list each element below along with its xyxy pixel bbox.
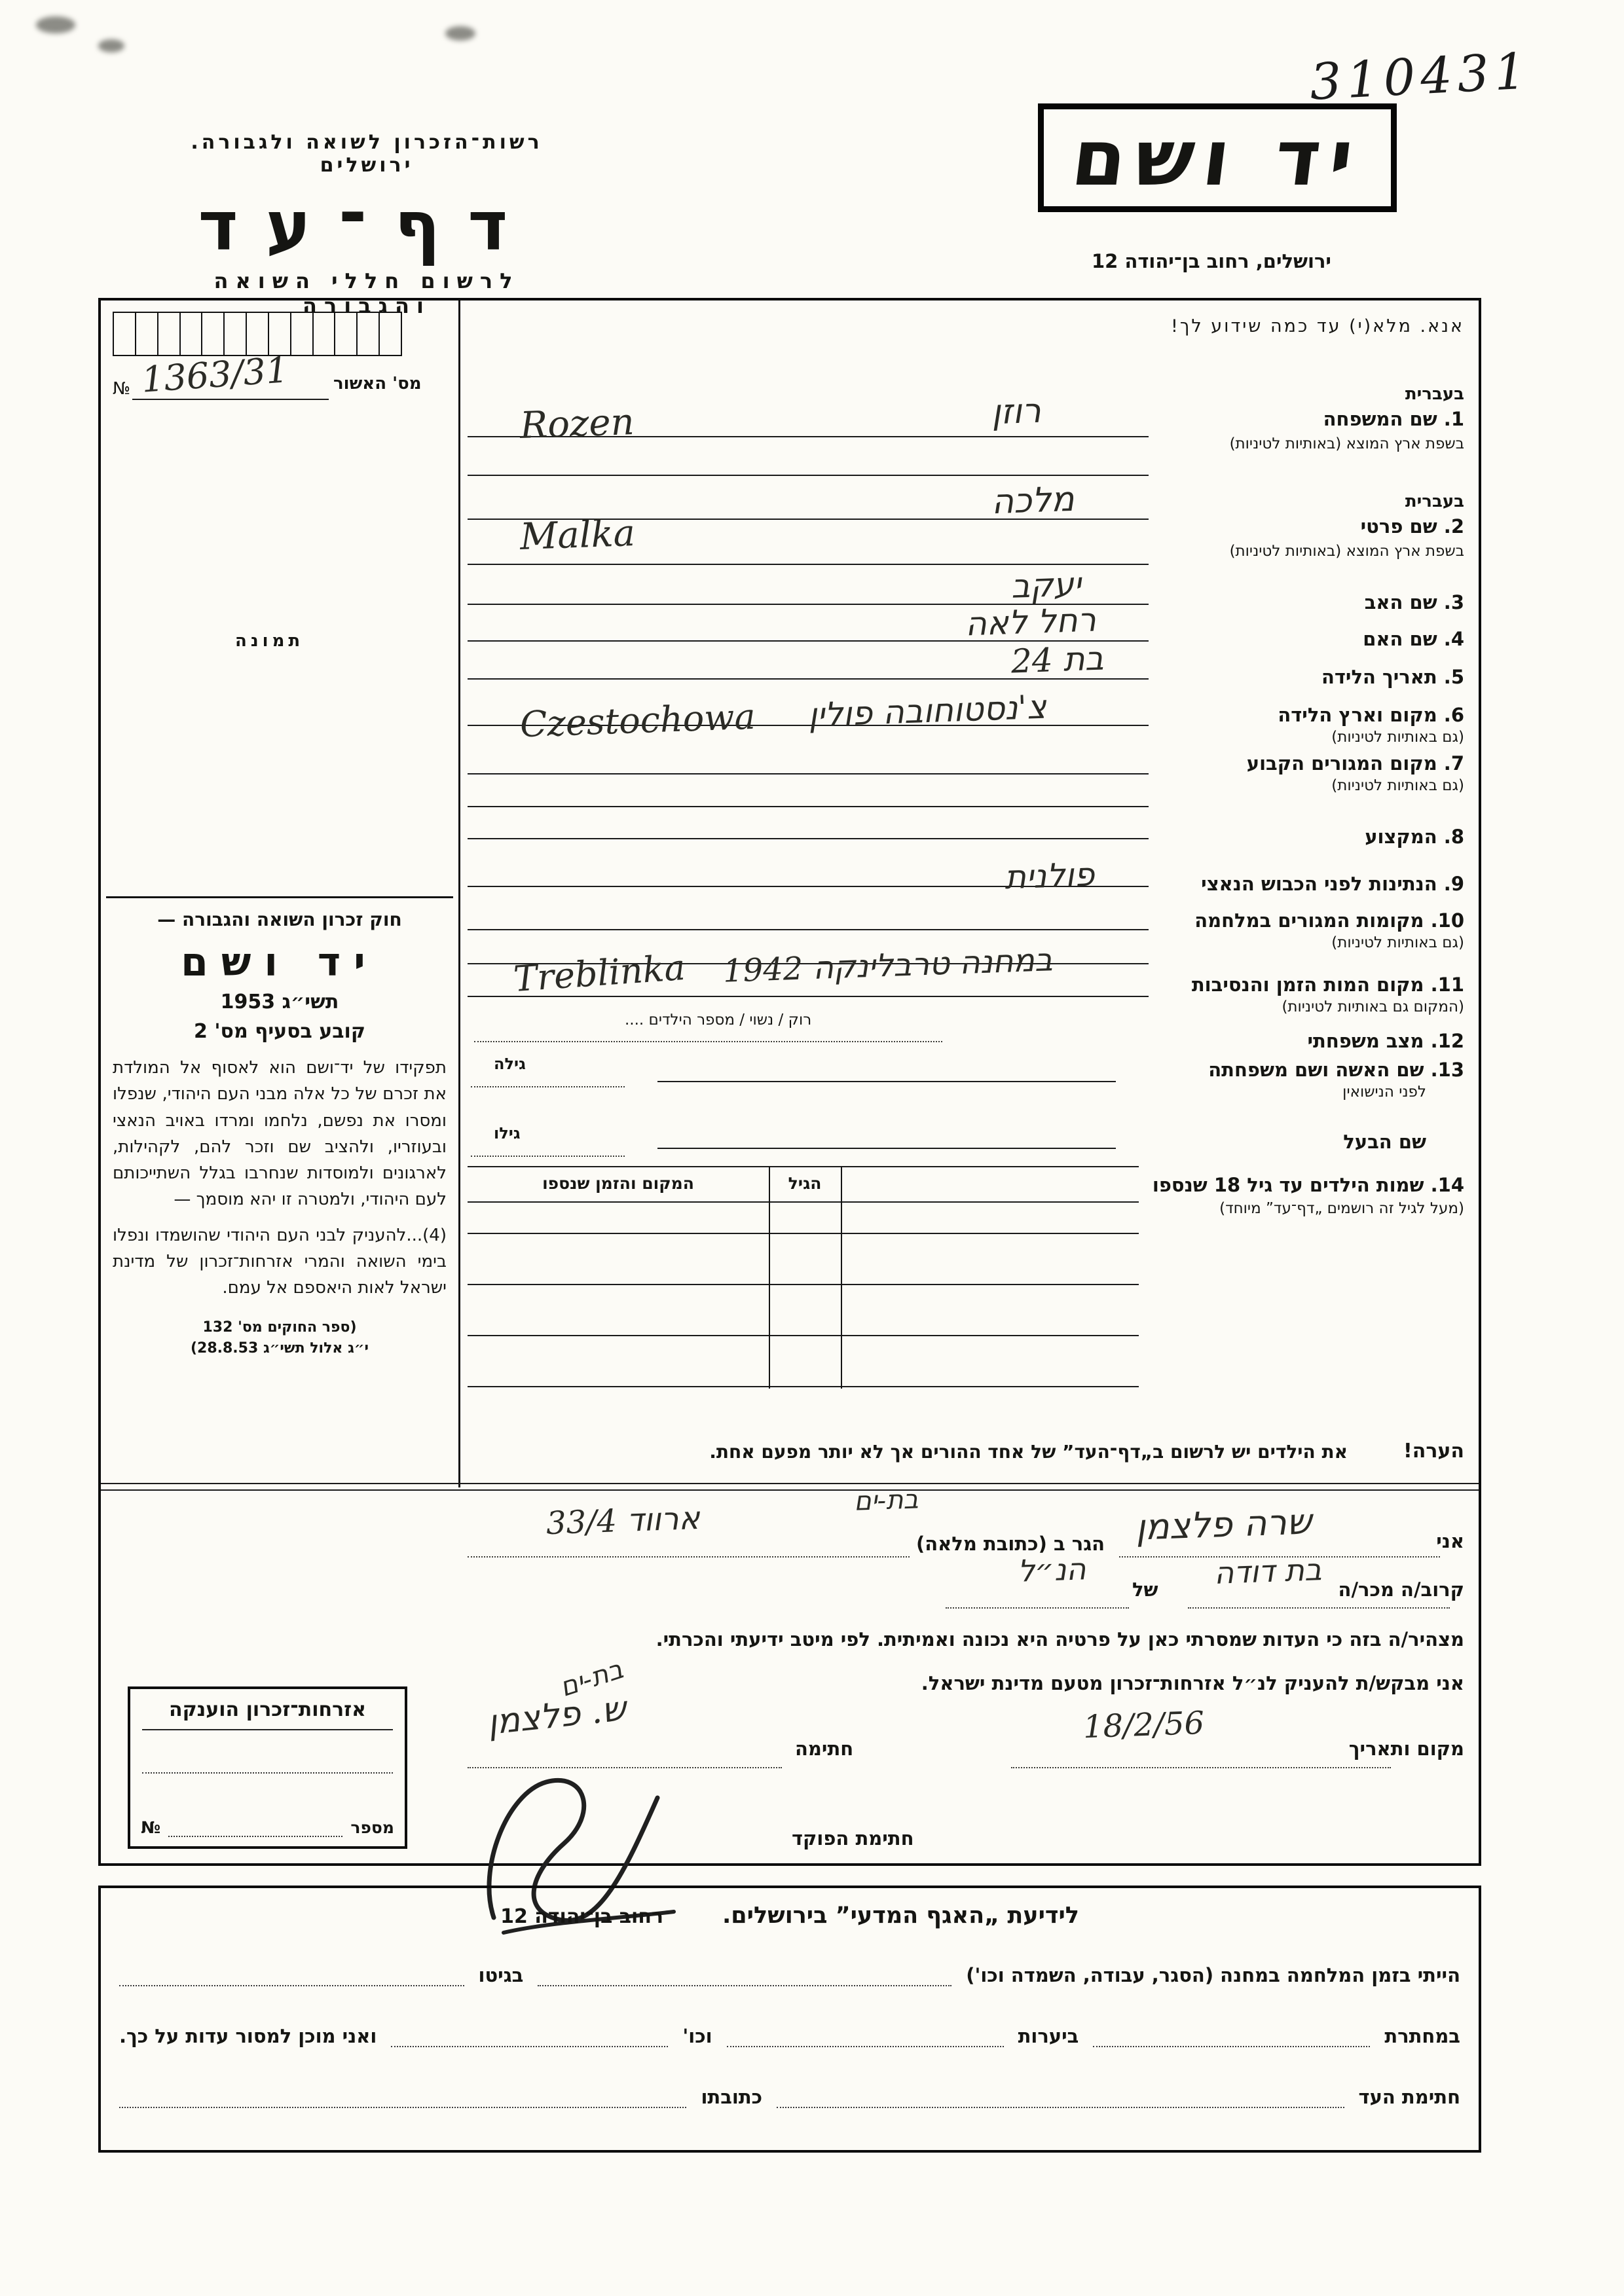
witness-signature-label: חתימת העד — [1358, 2086, 1460, 2108]
law-footnote-2: י״ג אלול תשי״ג 28.8.53) — [190, 1339, 369, 1357]
field-14-sublabel: (מעל לגיל זה רושמים „דף־עד” מיוחד) — [1219, 1200, 1464, 1217]
dotted-line — [1188, 1607, 1450, 1609]
field-6-label: 6. מקום וארץ הלידה — [1278, 704, 1464, 726]
serial-cell — [290, 313, 312, 355]
fill-instruction: אנא. מלא(י) עד כמה שידוע לך! — [1171, 316, 1464, 337]
field-8-label: 8. המקצוע — [1365, 826, 1464, 848]
photo-label: תמונה — [235, 631, 304, 651]
relative-label: קרוב/ה מכר/ה — [1338, 1578, 1464, 1601]
official-signature-label: חתימת הפוקד — [792, 1827, 914, 1850]
husband-age-label: גילו — [494, 1124, 521, 1142]
underground-label: במחתרת — [1384, 2025, 1460, 2047]
field-11-value-hebrew: במחנה טרבלינקה 1942 — [722, 941, 1054, 990]
field-11-sublabel: (המקום גם באותיות לטיניות) — [1282, 998, 1464, 1015]
resides-label: הגר ב (כתובת מלאה) — [916, 1533, 1105, 1555]
table-line — [468, 1335, 1139, 1336]
field-6-sublabel: (גם באותיות לטיניות) — [1331, 729, 1464, 746]
citizenship-number-label: מספר — [350, 1818, 394, 1837]
serial-cell — [223, 313, 246, 355]
field-6-value-hebrew: צ'נסטוחובה פולין — [807, 687, 1047, 735]
table-top-line — [468, 1166, 1139, 1167]
statement-text: מצהיר/ה בזה כי העדות שמסרתי כאן על פרטיה היא נכונה ואמיתית. לפי מיטב ידיעתי והכרתי. — [655, 1628, 1464, 1650]
field-2-value-hebrew: מלכה — [990, 479, 1075, 522]
file-number-handwritten: 310431 — [1308, 41, 1533, 111]
declarant-city-handwritten: בת-ים — [853, 1484, 919, 1517]
witness-address-label: כתובתו — [701, 2086, 763, 2108]
request-text: אני מבקש/ת להעניק לנ״ל אזרחות־זכרון מטעם מדינת ישראל. — [921, 1672, 1464, 1694]
husband-label: שם הבעל — [1343, 1131, 1426, 1153]
serial-cell — [312, 313, 335, 355]
field-4-value: רחל לאה — [965, 600, 1097, 644]
dotted-line — [468, 1556, 910, 1558]
serial-cell — [378, 313, 401, 355]
field-1-value-hebrew: רוזן — [990, 391, 1042, 433]
law-footnote-1: (ספר החוקים מס' 132 — [202, 1319, 357, 1336]
double-rule — [101, 1489, 1479, 1491]
law-name: יד ושם — [181, 939, 378, 985]
yad-vashem-logo-text: יד ושם — [1067, 113, 1368, 203]
dotted-line — [727, 2022, 1004, 2047]
law-block — [106, 896, 453, 1358]
form-title: דף־עד — [198, 186, 536, 266]
serial-cell — [114, 313, 135, 355]
citizenship-box — [128, 1686, 407, 1849]
dotted-line — [538, 1961, 951, 1986]
serial-cell — [246, 313, 268, 355]
field-6-value-latin: Czestochowa — [519, 695, 756, 746]
authority-line: רשות־הזכרון לשואה ולגבורה. ירושלים — [191, 131, 543, 177]
scan-smudge — [36, 16, 75, 33]
place-handwritten: בת-ים — [556, 1654, 627, 1704]
logo-address: ירושלים, רחוב בן־יהודה 12 — [1092, 250, 1331, 272]
forests-label: ביערות — [1018, 2025, 1079, 2047]
column-divider — [458, 301, 460, 1487]
approval-number-handwritten: 1363/31 — [140, 349, 290, 401]
law-year: תשי״ג 1953 — [220, 991, 339, 1013]
field-9-value: פולנית — [1004, 855, 1096, 897]
approval-label: מס' האשור — [333, 374, 422, 393]
field-5-label: 5. תאריך הלידה — [1321, 666, 1464, 688]
serial-grid — [113, 312, 402, 356]
field-3-value: יעקב — [1010, 565, 1082, 606]
serial-cell — [157, 313, 179, 355]
dotted-line — [1011, 1767, 1391, 1768]
page-header — [154, 131, 580, 318]
citizenship-number-row — [141, 1816, 394, 1837]
scientific-branch-title-row — [101, 1903, 1479, 1929]
wife-age-label: גילה — [494, 1055, 526, 1073]
witness-signature-handwritten: ש. פלצמן — [485, 1689, 628, 1743]
war-location-row-2 — [119, 2022, 1460, 2047]
scan-smudge — [98, 39, 124, 52]
law-paragraph-1: תפקידו של יד־ושם הוא לאסוף אל המולדת את זכרם של כל אלה מבני העם היהודי, שנפלו ומסרו את נפשם, נלחמו ומרדו באויב הנאצי ובעוזריו, ולהציב שם וזכר להם, לקהילות, לארגונים ולמוסדות שנחרבו בגלל השתייכותם לעם היהודי, ולמטרה זו יהא מוסמך — — [113, 1058, 447, 1210]
ruled-line — [468, 564, 1149, 565]
field-13-sublabel: לפני הנישואין — [1342, 1084, 1426, 1101]
serial-cell — [135, 313, 157, 355]
law-paragraph-2: (4)...להעניק לבני העם היהודי שהושמדו ונפלו בימי השואה והמרי אזרחות־זכרון של מדינת ישראל לאות היאספם אל עמם. — [113, 1225, 447, 1298]
field-1-label: 1. שם המשפחה — [1323, 408, 1464, 430]
dotted-line — [471, 1086, 625, 1087]
ready-to-testify-label: ואני מוכן למסור עדות על כך. — [119, 2025, 377, 2047]
serial-cell — [334, 313, 356, 355]
dotted-line — [777, 2083, 1344, 2108]
citizenship-box-title: אזרחות־זכרון הוענקה — [168, 1698, 367, 1721]
field-12-label: 12. מצב משפחתי — [1307, 1030, 1464, 1052]
serial-cell — [201, 313, 223, 355]
double-rule — [101, 1483, 1479, 1484]
ruled-line — [468, 996, 1149, 997]
scientific-branch-address: רחוב בן־יהודה 12 — [500, 1905, 664, 1928]
field-1-value-latin: Rozen — [519, 400, 635, 448]
field-1-sublabel: בשפת ארץ המוצא (באותיות לטיניות) — [1229, 435, 1464, 452]
note-bold: הערה! — [1403, 1440, 1464, 1463]
of-whom-handwritten: הנ״ל — [1017, 1551, 1087, 1589]
children-place-header: המקום והזמן שנספו — [542, 1174, 694, 1193]
dotted-line — [471, 1156, 625, 1157]
ruled-line — [468, 773, 1149, 774]
table-line — [468, 1284, 1139, 1285]
serial-cell — [356, 313, 378, 355]
serial-cell — [179, 313, 202, 355]
declarant-i-label: אני — [1436, 1530, 1464, 1552]
of-label: של — [1132, 1578, 1158, 1601]
table-column-line — [841, 1166, 842, 1389]
camp-label: הייתי בזמן המלחמה במחנה (הסגר, עבודה, השמדה וכו') — [966, 1964, 1460, 1986]
field-7-label: 7. מקום המגורים הקבוע — [1246, 752, 1464, 774]
relation-handwritten: בת דודה — [1213, 1552, 1323, 1591]
field-14-label: 14. שמות הילדים עד גיל 18 שנספו — [1152, 1174, 1464, 1196]
ruled-line — [468, 806, 1149, 807]
dotted-line — [1093, 2022, 1370, 2047]
table-line — [468, 1201, 1139, 1203]
main-form — [98, 298, 1481, 1866]
dotted-line — [474, 1041, 942, 1042]
field-2-value-latin: Malka — [519, 511, 637, 559]
dotted-line — [119, 1961, 464, 1986]
field-3-label: 3. שם האב — [1364, 591, 1464, 613]
ruled-line — [657, 1081, 1116, 1082]
field-2-label: 2. שם פרטי — [1360, 515, 1464, 538]
war-location-row — [119, 1961, 1460, 1986]
field-11-label: 11. מקום המות הזמן והנסיבות — [1191, 974, 1464, 996]
place-date-label: מקום ותאריך — [1348, 1738, 1464, 1760]
approval-no-symbol: № — [113, 379, 131, 399]
field-7-sublabel: (גם באותיות לטיניות) — [1331, 777, 1464, 794]
dotted-line — [168, 1816, 342, 1837]
declarant-name-handwritten: שרה פלצמן — [1134, 1501, 1313, 1548]
ruled-line — [142, 1729, 393, 1730]
scientific-branch-title: לידיעת „האגף המדעי” בירושלים. — [722, 1903, 1079, 1929]
ruled-line — [468, 929, 1149, 930]
dotted-line — [142, 1772, 393, 1774]
dotted-line — [946, 1607, 1129, 1609]
note-text: את הילדים יש לרשום ב„דף־העד” של אחד ההורים אך לא יותר מפעם אחת. — [709, 1441, 1348, 1463]
field-2-hebrew-hint: בעברית — [1405, 492, 1464, 511]
form-subtitle: לרשום חללי השואה והגבורה — [213, 268, 520, 318]
field-2-sublabel: בשפת ארץ המוצא (באותיות לטיניות) — [1229, 543, 1464, 560]
declarant-address-handwritten: ארווד 33/4 — [545, 1499, 701, 1542]
signature-label: חתימה — [795, 1738, 854, 1760]
law-intro: חוק זכרון השואה והגבורה — — [157, 909, 402, 930]
witness-signature-row — [119, 2083, 1460, 2108]
date-handwritten: 18/2/56 — [1082, 1704, 1205, 1746]
field-10-label: 10. מקומות המגורים במלחמה — [1194, 909, 1464, 932]
field-9-label: 9. הנתינות לפני הכבוש הנאצי — [1201, 873, 1464, 895]
ruled-line — [468, 475, 1149, 476]
field-4-label: 4. שם האם — [1363, 628, 1464, 650]
dotted-line — [119, 2083, 686, 2108]
yad-vashem-logo — [1038, 103, 1397, 212]
field-1-hebrew-hint: בעברית — [1405, 384, 1464, 404]
law-clause: קובע בסעיף מס' 2 — [194, 1020, 365, 1043]
dotted-line — [391, 2022, 668, 2047]
table-line — [468, 1386, 1139, 1387]
field-13-label: 13. שם האשה ושם משפחתה — [1208, 1059, 1464, 1081]
scan-smudge — [445, 26, 475, 41]
scientific-branch-box — [98, 1886, 1481, 2153]
etc-label: וכו' — [682, 2025, 712, 2047]
table-column-line — [769, 1166, 770, 1389]
field-11-value-latin: Treblinka — [512, 946, 687, 1000]
citizenship-no-symbol: № — [141, 1818, 161, 1837]
field-10-sublabel: (גם באותיות לטיניות) — [1331, 934, 1464, 951]
table-line — [468, 1233, 1139, 1234]
ghetto-label: בגיטו — [478, 1964, 524, 1986]
ruled-line — [468, 838, 1149, 839]
marital-status-hint: רוק / נשוי / מספר הילדים .... — [625, 1011, 812, 1029]
ruled-line — [657, 1148, 1116, 1149]
field-5-value: בת 24 — [1010, 639, 1105, 681]
children-age-header: הגיל — [788, 1174, 822, 1193]
